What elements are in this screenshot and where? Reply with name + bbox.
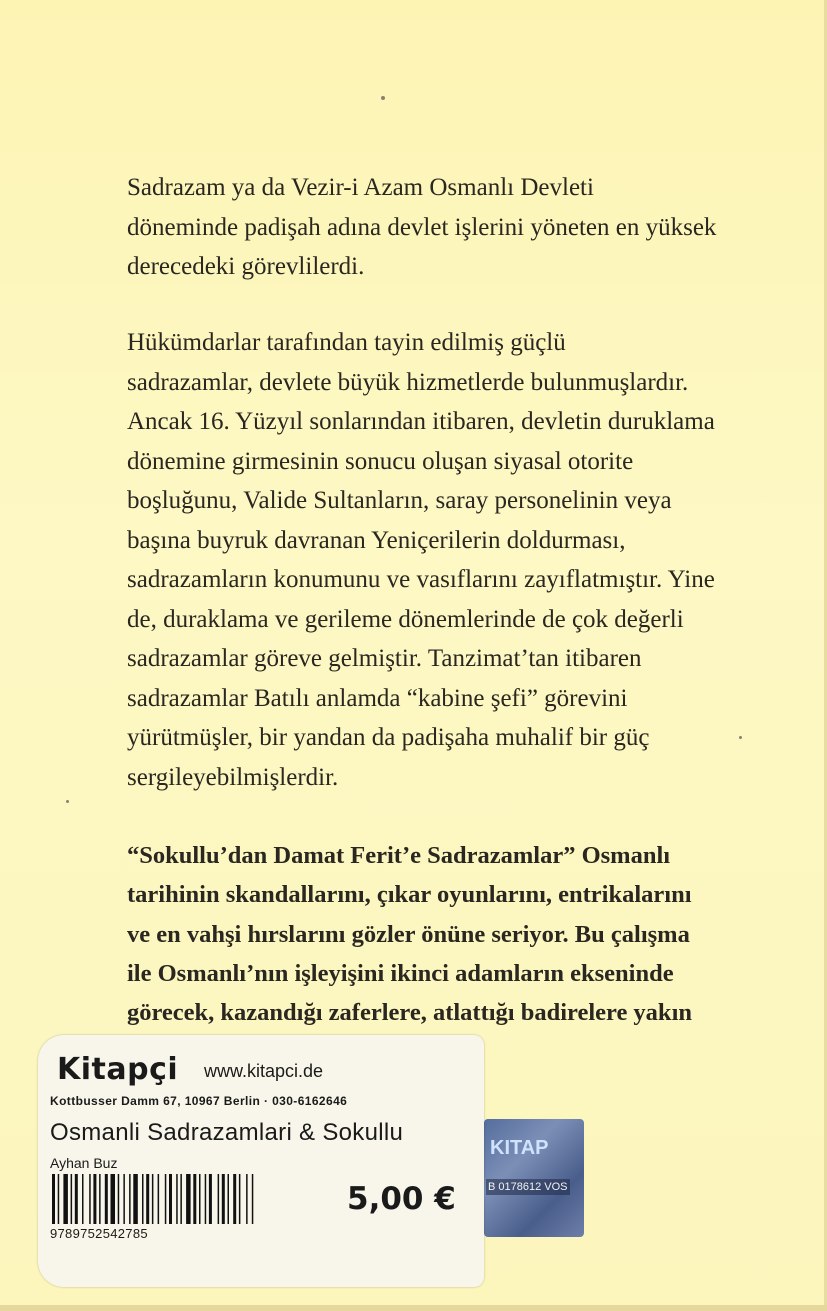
- barcode-bar: [199, 1174, 201, 1224]
- text-line: sadrazamlar, devlete büyük hizmetlerde bulunmuşlardır.: [127, 368, 689, 396]
- text-line: sadrazamların konumunu ve vasıflarını zayıflatmıştır. Yine: [127, 566, 715, 593]
- barcode-bar: [246, 1174, 248, 1224]
- store-brand: Kitapçi: [57, 1052, 179, 1087]
- barcode-bar: [152, 1174, 154, 1224]
- book-author: Ayhan Buz: [50, 1155, 118, 1171]
- barcode-bar: [233, 1174, 236, 1224]
- barcode-bar: [176, 1174, 178, 1224]
- text-line: derecedeki görevlilerdi.: [127, 253, 365, 280]
- text-line: döneminde padişah adına devlet işlerini yöneten en yüksek: [127, 213, 717, 241]
- barcode-bar: [71, 1174, 73, 1224]
- barcode-bar: [93, 1174, 96, 1224]
- seal-label: KITAP: [490, 1137, 549, 1159]
- barcode-bar: [180, 1174, 182, 1224]
- barcode-bar: [146, 1174, 149, 1224]
- barcode-bar: [165, 1174, 167, 1224]
- barcode-bar: [222, 1174, 225, 1224]
- barcode-bar: [75, 1174, 78, 1224]
- seal-code: B 0178612 VOS: [488, 1181, 568, 1193]
- text-line: Ancak 16. Yüzyıl sonlarından itibaren, devletin duruklama: [127, 408, 715, 435]
- blurb-paragraph: [127, 836, 692, 1032]
- text-line: sadrazamlar Batılı anlamda “kabine şefi” görevini: [127, 684, 628, 712]
- text-line: başına buyruk davranan Yeniçerilerin doldurması,: [127, 526, 626, 554]
- barcode-bar: [158, 1174, 160, 1224]
- barcode-bar: [123, 1174, 125, 1224]
- barcode-bar: [111, 1174, 116, 1224]
- barcode-bar: [89, 1174, 91, 1224]
- text-line: yürütmüşler, bir yandan da padişaha muhalif bir güç: [127, 724, 650, 751]
- text-line: tarihinin skandallarını, çıkar oyunlarını, entrikalarını: [127, 881, 692, 909]
- paper-speck: [66, 800, 69, 803]
- store-url: www.kitapci.de: [204, 1061, 324, 1081]
- text-line: “Sokullu’dan Damat Ferit’e Sadrazamlar” Osmanlı: [127, 842, 671, 869]
- barcode-bar: [82, 1174, 84, 1224]
- intro-paragraph: [127, 168, 716, 287]
- barcode-bar: [193, 1174, 196, 1224]
- book-title: Osmanli Sadrazamlari & Sokullu: [50, 1119, 404, 1146]
- barcode-bar: [239, 1174, 241, 1224]
- paper-speck: [739, 736, 742, 739]
- barcode-bar: [133, 1174, 138, 1224]
- barcode-bar: [142, 1174, 144, 1224]
- isbn-number: 9789752542785: [50, 1226, 148, 1241]
- barcode-bar: [218, 1174, 220, 1224]
- barcode-bar: [252, 1174, 254, 1224]
- body-paragraph: [127, 323, 715, 797]
- text-line: görecek, kazandığı zaferlere, atlattığı badirelere yakın: [127, 999, 692, 1027]
- text-line: sadrazamlar göreve gelmiştir. Tanzimat’tan itibaren: [127, 645, 642, 672]
- barcode-bar: [209, 1174, 212, 1224]
- hologram-seal: [484, 1119, 584, 1237]
- text-line: Sadrazam ya da Vezir-i Azam Osmanlı Devleti: [127, 174, 594, 201]
- price-tag: 5,00 €: [347, 1181, 456, 1217]
- barcode-bar: [58, 1174, 60, 1224]
- text-line: Hükümdarlar tarafından tayin edilmiş güçlü: [127, 329, 566, 356]
- text-line: sergileyebilmişlerdir.: [127, 763, 339, 791]
- barcode-bar: [99, 1174, 101, 1224]
- barcode-bar: [186, 1174, 191, 1224]
- barcode-bar: [105, 1174, 108, 1224]
- text-line: boşluğunu, Valide Sultanların, saray personelinin veya: [127, 487, 672, 514]
- paper-speck: [381, 96, 385, 100]
- barcode: [52, 1174, 296, 1224]
- barcode-bar: [228, 1174, 230, 1224]
- barcode-bar: [169, 1174, 172, 1224]
- store-address: Kottbusser Damm 67, 10967 Berlin · 030-6162646: [50, 1094, 348, 1108]
- text-line: ve en vahşi hırslarını gözler önüne seriyor. Bu çalışma: [127, 920, 690, 948]
- price-sticker: [38, 1035, 484, 1287]
- text-line: ile Osmanlı’nın işleyişini ikinci adamların ekseninde: [127, 959, 674, 987]
- cover-bottom-edge: [0, 1305, 827, 1311]
- barcode-bar: [52, 1174, 55, 1224]
- barcode-bar: [205, 1174, 207, 1224]
- barcode-bar: [63, 1174, 68, 1224]
- barcode-bar: [118, 1174, 120, 1224]
- text-line: de, duraklama ve gerileme dönemlerinde de çok değerli: [127, 605, 684, 633]
- barcode-bar: [129, 1174, 131, 1224]
- text-line: dönemine girmesinin sonucu oluşan siyasal otorite: [127, 447, 634, 475]
